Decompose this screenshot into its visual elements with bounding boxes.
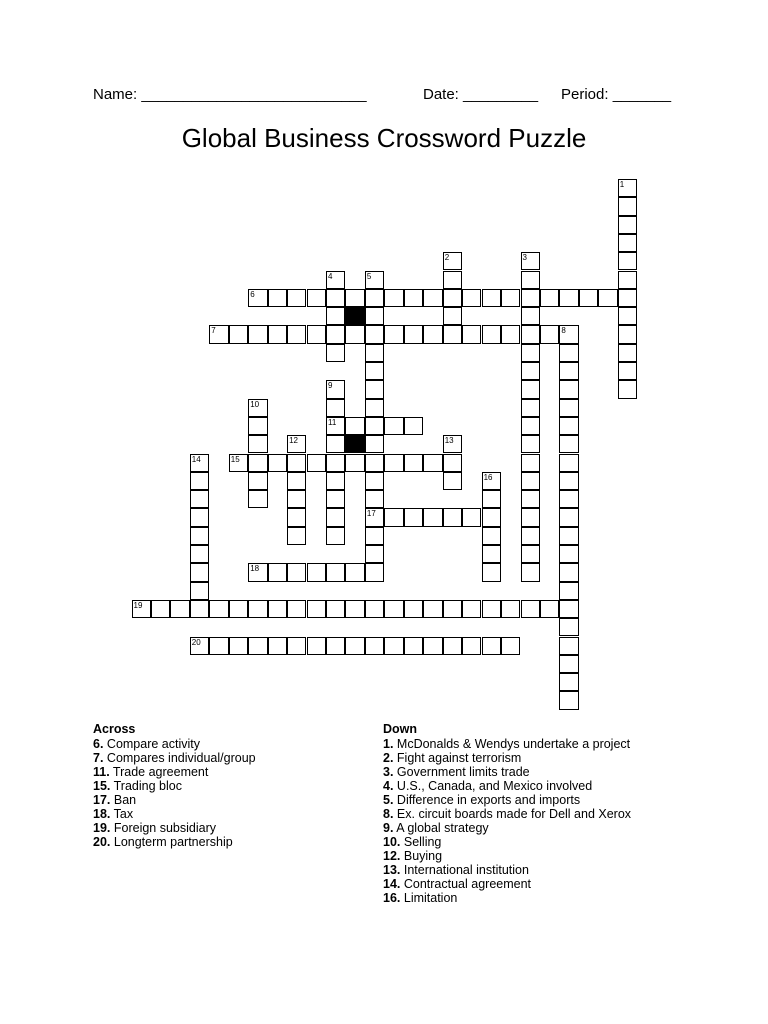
crossword-cell[interactable] [579, 289, 598, 307]
clue-text: Selling [400, 835, 442, 849]
crossword-cell[interactable] [326, 600, 345, 618]
clue-text: Ban [110, 793, 137, 807]
clue-number-label: 7 [211, 326, 216, 336]
crossword-cell[interactable] [559, 618, 578, 636]
clue-text: McDonalds & Wendys undertake a project [393, 737, 631, 751]
clue-item [383, 821, 631, 835]
crossword-cell[interactable] [443, 637, 462, 655]
crossword-cell[interactable] [618, 362, 637, 380]
crossword-cell[interactable] [384, 600, 403, 618]
across-clues [93, 722, 256, 849]
crossword-cell[interactable] [462, 325, 481, 343]
crossword-cell[interactable] [501, 289, 520, 307]
crossword-cell[interactable] [404, 454, 423, 472]
clue-number: 1. [383, 737, 394, 751]
crossword-cell[interactable] [443, 600, 462, 618]
crossword-cell[interactable] [170, 600, 189, 618]
blocked-cell [345, 435, 364, 453]
clue-number: 10. [383, 835, 401, 849]
crossword-cell[interactable] [365, 454, 384, 472]
crossword-cell[interactable] [248, 417, 267, 435]
crossword-cell[interactable] [482, 325, 501, 343]
crossword-cell[interactable] [287, 600, 306, 618]
crossword-cell[interactable] [209, 600, 228, 618]
crossword-cell[interactable] [423, 454, 442, 472]
crossword-cell[interactable] [443, 271, 462, 289]
crossword-cell[interactable] [365, 289, 384, 307]
clue-text: Difference in exports and imports [393, 793, 581, 807]
crossword-cell[interactable] [521, 545, 540, 563]
clue-text: Trading bloc [110, 779, 182, 793]
crossword-cell[interactable] [326, 435, 345, 453]
crossword-cell[interactable] [521, 472, 540, 490]
crossword-cell[interactable] [365, 271, 384, 289]
clue-number: 14. [383, 877, 401, 891]
clue-number-label: 3 [522, 253, 527, 263]
crossword-cell[interactable] [540, 325, 559, 343]
crossword-cell[interactable] [618, 197, 637, 215]
crossword-cell[interactable] [365, 399, 384, 417]
crossword-cell[interactable] [326, 399, 345, 417]
crossword-cell[interactable] [521, 362, 540, 380]
crossword-cell[interactable] [559, 454, 578, 472]
crossword-cell[interactable] [462, 289, 481, 307]
crossword-cell[interactable] [248, 289, 267, 307]
crossword-cell[interactable] [326, 380, 345, 398]
clue-number: 4. [383, 779, 394, 793]
clue-item [93, 779, 256, 793]
crossword-cell[interactable] [248, 399, 267, 417]
clue-text: Ex. circuit boards made for Dell and Xerox [393, 807, 632, 821]
crossword-cell[interactable] [268, 600, 287, 618]
crossword-cell[interactable] [345, 325, 364, 343]
crossword-cell[interactable] [248, 563, 267, 581]
clue-item [383, 891, 631, 905]
crossword-cell[interactable] [268, 563, 287, 581]
crossword-cell[interactable] [501, 600, 520, 618]
clue-number: 17. [93, 793, 111, 807]
crossword-cell[interactable] [423, 325, 442, 343]
clue-number: 19. [93, 821, 111, 835]
clue-text: International institution [400, 863, 529, 877]
crossword-cell[interactable] [443, 325, 462, 343]
clue-number-label: 2 [444, 253, 450, 263]
crossword-cell[interactable] [248, 490, 267, 508]
crossword-cell[interactable] [365, 307, 384, 325]
crossword-cell[interactable] [151, 600, 170, 618]
crossword-cell[interactable] [559, 472, 578, 490]
clue-number: 20. [93, 835, 111, 849]
crossword-cell[interactable] [287, 472, 306, 490]
crossword-cell[interactable] [559, 582, 578, 600]
crossword-cell[interactable] [287, 325, 306, 343]
crossword-cell[interactable] [190, 508, 209, 526]
crossword-cell[interactable] [384, 454, 403, 472]
clue-number-label: 13 [444, 436, 454, 446]
crossword-cell[interactable] [501, 637, 520, 655]
clue-text: Trade agreement [109, 765, 209, 779]
crossword-cell[interactable] [307, 325, 326, 343]
crossword-cell[interactable] [521, 289, 540, 307]
crossword-cell[interactable] [462, 637, 481, 655]
clue-number-label: 5 [366, 271, 372, 281]
crossword-cell[interactable] [559, 380, 578, 398]
clue-number-label: 20 [191, 637, 201, 647]
crossword-cell[interactable] [404, 417, 423, 435]
clue-number: 11. [93, 765, 110, 779]
crossword-cell[interactable] [443, 252, 462, 270]
crossword-cell[interactable] [248, 454, 267, 472]
crossword-cell[interactable] [384, 508, 403, 526]
crossword-cell[interactable] [482, 508, 501, 526]
clue-number: 3. [383, 765, 394, 779]
crossword-cell[interactable] [345, 454, 364, 472]
clue-item [93, 793, 256, 807]
clue-item [383, 779, 631, 793]
crossword-cell[interactable] [268, 289, 287, 307]
crossword-cell[interactable] [443, 454, 462, 472]
clue-number-label: 6 [250, 289, 255, 299]
clue-number: 9. [383, 821, 394, 835]
clue-item [93, 737, 256, 751]
clue-text: Longterm partnership [110, 835, 233, 849]
crossword-cell[interactable] [248, 325, 267, 343]
clue-number-label: 18 [250, 564, 260, 574]
crossword-cell[interactable] [307, 289, 326, 307]
crossword-cell[interactable] [365, 563, 384, 581]
clue-number-label: 10 [250, 399, 260, 409]
clue-item [93, 807, 256, 821]
crossword-cell[interactable] [326, 289, 345, 307]
crossword-cell[interactable] [559, 325, 578, 343]
clue-item [383, 737, 631, 751]
crossword-cell[interactable] [365, 472, 384, 490]
crossword-cell[interactable] [287, 637, 306, 655]
clue-item [93, 765, 256, 779]
clue-item [383, 793, 631, 807]
date-field[interactable]: Date: _________ [423, 86, 539, 103]
clue-number-label: 8 [561, 326, 566, 336]
clue-number: 18. [93, 807, 111, 821]
crossword-cell[interactable] [501, 325, 520, 343]
crossword-cell[interactable] [326, 472, 345, 490]
clue-number-label: 9 [328, 381, 333, 391]
crossword-cell[interactable] [559, 417, 578, 435]
crossword-cell[interactable] [559, 563, 578, 581]
clue-number: 12. [383, 849, 401, 863]
crossword-cell[interactable] [287, 435, 306, 453]
crossword-cell[interactable] [190, 527, 209, 545]
crossword-cell[interactable] [618, 216, 637, 234]
crossword-cell[interactable] [248, 637, 267, 655]
clue-text: Tax [110, 807, 134, 821]
crossword-cell[interactable] [521, 399, 540, 417]
crossword-cell[interactable] [521, 600, 540, 618]
crossword-cell[interactable] [618, 271, 637, 289]
crossword-cell[interactable] [190, 490, 209, 508]
crossword-cell[interactable] [618, 234, 637, 252]
crossword-cell[interactable] [307, 454, 326, 472]
crossword-cell[interactable] [326, 344, 345, 362]
crossword-cell[interactable] [618, 344, 637, 362]
page-title: Global Business Crossword Puzzle [181, 123, 587, 153]
crossword-cell[interactable] [326, 637, 345, 655]
crossword-cell[interactable] [326, 527, 345, 545]
crossword-cell[interactable] [482, 490, 501, 508]
crossword-cell[interactable] [404, 289, 423, 307]
crossword-cell[interactable] [598, 289, 617, 307]
crossword-cell[interactable] [559, 344, 578, 362]
crossword-cell[interactable] [521, 380, 540, 398]
crossword-cell[interactable] [559, 637, 578, 655]
crossword-cell[interactable] [365, 527, 384, 545]
crossword-cell[interactable] [443, 289, 462, 307]
crossword-cell[interactable] [482, 637, 501, 655]
crossword-cell[interactable] [521, 508, 540, 526]
crossword-cell[interactable] [229, 325, 248, 343]
clue-item [93, 835, 256, 849]
crossword-cell[interactable] [190, 563, 209, 581]
clue-item [383, 877, 631, 891]
crossword-cell[interactable] [404, 600, 423, 618]
crossword-cell[interactable] [559, 508, 578, 526]
crossword-cell[interactable] [443, 307, 462, 325]
crossword-cell[interactable] [287, 490, 306, 508]
crossword-cell[interactable] [365, 508, 384, 526]
crossword-cell[interactable] [345, 563, 364, 581]
crossword-cell[interactable] [307, 563, 326, 581]
crossword-cell[interactable] [307, 637, 326, 655]
clue-text: Foreign subsidiary [110, 821, 216, 835]
crossword-cell[interactable] [482, 600, 501, 618]
crossword-cell[interactable] [482, 289, 501, 307]
crossword-cell[interactable] [404, 637, 423, 655]
crossword-cell[interactable] [132, 600, 151, 618]
crossword-cell[interactable] [287, 563, 306, 581]
crossword-cell[interactable] [559, 600, 578, 618]
crossword-cell[interactable] [307, 600, 326, 618]
clue-number: 5. [383, 793, 394, 807]
clue-number: 15. [93, 779, 111, 793]
crossword-cell[interactable] [326, 417, 345, 435]
blocked-cell [345, 307, 364, 325]
crossword-cell[interactable] [404, 508, 423, 526]
crossword-cell[interactable] [384, 417, 403, 435]
crossword-cell[interactable] [540, 600, 559, 618]
crossword-cell[interactable] [190, 545, 209, 563]
crossword-cell[interactable] [559, 399, 578, 417]
clue-item [383, 863, 631, 877]
crossword-cell[interactable] [326, 325, 345, 343]
crossword-cell[interactable] [365, 362, 384, 380]
clue-number-label: 14 [191, 454, 201, 464]
clue-number-label: 19 [133, 600, 143, 610]
crossword-cell[interactable] [559, 673, 578, 691]
crossword-cell[interactable] [287, 289, 306, 307]
clue-text: Compare activity [103, 737, 200, 751]
crossword-cell[interactable] [423, 508, 442, 526]
crossword-cell[interactable] [423, 289, 442, 307]
crossword-cell[interactable] [482, 472, 501, 490]
crossword-cell[interactable] [365, 417, 384, 435]
crossword-cell[interactable] [618, 325, 637, 343]
crossword-cell[interactable] [482, 563, 501, 581]
crossword-cell[interactable] [521, 325, 540, 343]
crossword-cell[interactable] [190, 472, 209, 490]
crossword-cell[interactable] [423, 637, 442, 655]
clue-number-label: 15 [230, 454, 240, 464]
crossword-cell[interactable] [521, 307, 540, 325]
crossword-cell[interactable] [248, 472, 267, 490]
crossword-cell[interactable] [229, 600, 248, 618]
clue-item [383, 751, 631, 765]
crossword-cell[interactable] [559, 691, 578, 709]
crossword-cell[interactable] [190, 600, 209, 618]
crossword-cell[interactable] [521, 435, 540, 453]
crossword-cell[interactable] [268, 454, 287, 472]
crossword-cell[interactable] [326, 490, 345, 508]
crossword-cell[interactable] [326, 563, 345, 581]
clue-text: Fight against terrorism [393, 751, 522, 765]
crossword-cell[interactable] [326, 307, 345, 325]
clue-number-label: 11 [328, 417, 337, 427]
crossword-cell[interactable] [384, 289, 403, 307]
crossword-cell[interactable] [365, 490, 384, 508]
crossword-cell[interactable] [521, 563, 540, 581]
clue-text: Government limits trade [393, 765, 530, 779]
crossword-cell[interactable] [268, 637, 287, 655]
crossword-cell[interactable] [365, 637, 384, 655]
clue-number-label: 12 [289, 436, 298, 446]
crossword-cell[interactable] [345, 417, 364, 435]
crossword-cell[interactable] [462, 600, 481, 618]
crossword-cell[interactable] [618, 252, 637, 270]
crossword-cell[interactable] [326, 508, 345, 526]
clue-text: Compares individual/group [103, 751, 256, 765]
crossword-cell[interactable] [365, 380, 384, 398]
crossword-cell[interactable] [365, 600, 384, 618]
crossword-cell[interactable] [559, 545, 578, 563]
crossword-cell[interactable] [443, 472, 462, 490]
crossword-cell[interactable] [404, 325, 423, 343]
crossword-cell[interactable] [209, 325, 228, 343]
clue-item [383, 835, 631, 849]
clue-number-label: 17 [366, 509, 376, 519]
clue-item [383, 849, 631, 863]
crossword-cell[interactable] [365, 325, 384, 343]
crossword-cell[interactable] [287, 527, 306, 545]
clue-number: 13. [383, 863, 401, 877]
crossword-cell[interactable] [618, 307, 637, 325]
crossword-cell[interactable] [384, 637, 403, 655]
crossword-cell[interactable] [326, 454, 345, 472]
crossword-cell[interactable] [365, 435, 384, 453]
period-field[interactable]: Period: _______ [561, 86, 672, 103]
crossword-cell[interactable] [559, 435, 578, 453]
crossword-cell[interactable] [345, 600, 364, 618]
clue-text: A global strategy [393, 821, 489, 835]
clue-number-label: 1 [619, 180, 625, 189]
clue-item [93, 821, 256, 835]
clue-number: 7. [93, 751, 104, 765]
crossword-cell[interactable] [521, 417, 540, 435]
crossword-cell[interactable] [443, 508, 462, 526]
crossword-cell[interactable] [521, 490, 540, 508]
crossword-cell[interactable] [521, 344, 540, 362]
crossword-cell[interactable] [559, 289, 578, 307]
crossword-cell[interactable] [559, 362, 578, 380]
crossword-cell[interactable] [521, 527, 540, 545]
crossword-cell[interactable] [443, 435, 462, 453]
crossword-cell[interactable] [521, 252, 540, 270]
clue-item [383, 807, 631, 821]
clue-text: Buying [400, 849, 443, 863]
crossword-cell[interactable] [190, 454, 209, 472]
clue-number: 6. [93, 737, 104, 751]
crossword-cell[interactable] [248, 600, 267, 618]
clue-text: Limitation [400, 891, 458, 905]
clue-item [93, 751, 256, 765]
clue-number-label: 16 [483, 472, 493, 482]
crossword-cell[interactable] [521, 454, 540, 472]
crossword-cell[interactable] [190, 637, 209, 655]
crossword-cell[interactable] [618, 380, 637, 398]
clue-text: Contractual agreement [400, 877, 532, 891]
clue-item [383, 765, 631, 779]
crossword-cell[interactable] [326, 271, 345, 289]
across-heading: Across [93, 722, 136, 736]
crossword-cell[interactable] [365, 344, 384, 362]
crossword-cell[interactable] [365, 545, 384, 563]
crossword-cell[interactable] [287, 508, 306, 526]
crossword-cell[interactable] [618, 289, 637, 307]
down-clues [383, 722, 631, 905]
clue-number: 8. [383, 807, 394, 821]
clue-number-label: 4 [328, 271, 333, 281]
crossword-cell[interactable] [521, 271, 540, 289]
crossword-cell[interactable] [462, 508, 481, 526]
down-heading: Down [383, 722, 418, 736]
crossword-cell[interactable] [345, 289, 364, 307]
crossword-cell[interactable] [268, 325, 287, 343]
crossword-cell[interactable] [482, 527, 501, 545]
crossword-cell[interactable] [229, 454, 248, 472]
crossword-cell[interactable] [209, 637, 228, 655]
name-field[interactable]: Name: ___________________________ [93, 86, 367, 103]
crossword-cell[interactable] [559, 655, 578, 673]
crossword-cell[interactable] [540, 289, 559, 307]
crossword-cell[interactable] [559, 490, 578, 508]
crossword-cell[interactable] [287, 454, 306, 472]
crossword-cell[interactable] [482, 545, 501, 563]
crossword-cell[interactable] [559, 527, 578, 545]
crossword-cell[interactable] [384, 325, 403, 343]
crossword-cell[interactable] [248, 435, 267, 453]
clue-number: 2. [383, 751, 394, 765]
clue-text: U.S., Canada, and Mexico involved [393, 779, 593, 793]
crossword-cell[interactable] [345, 637, 364, 655]
crossword-cell[interactable] [618, 179, 637, 197]
crossword-cell[interactable] [229, 637, 248, 655]
clue-number: 16. [383, 891, 401, 905]
crossword-cell[interactable] [190, 582, 209, 600]
crossword-cell[interactable] [423, 600, 442, 618]
